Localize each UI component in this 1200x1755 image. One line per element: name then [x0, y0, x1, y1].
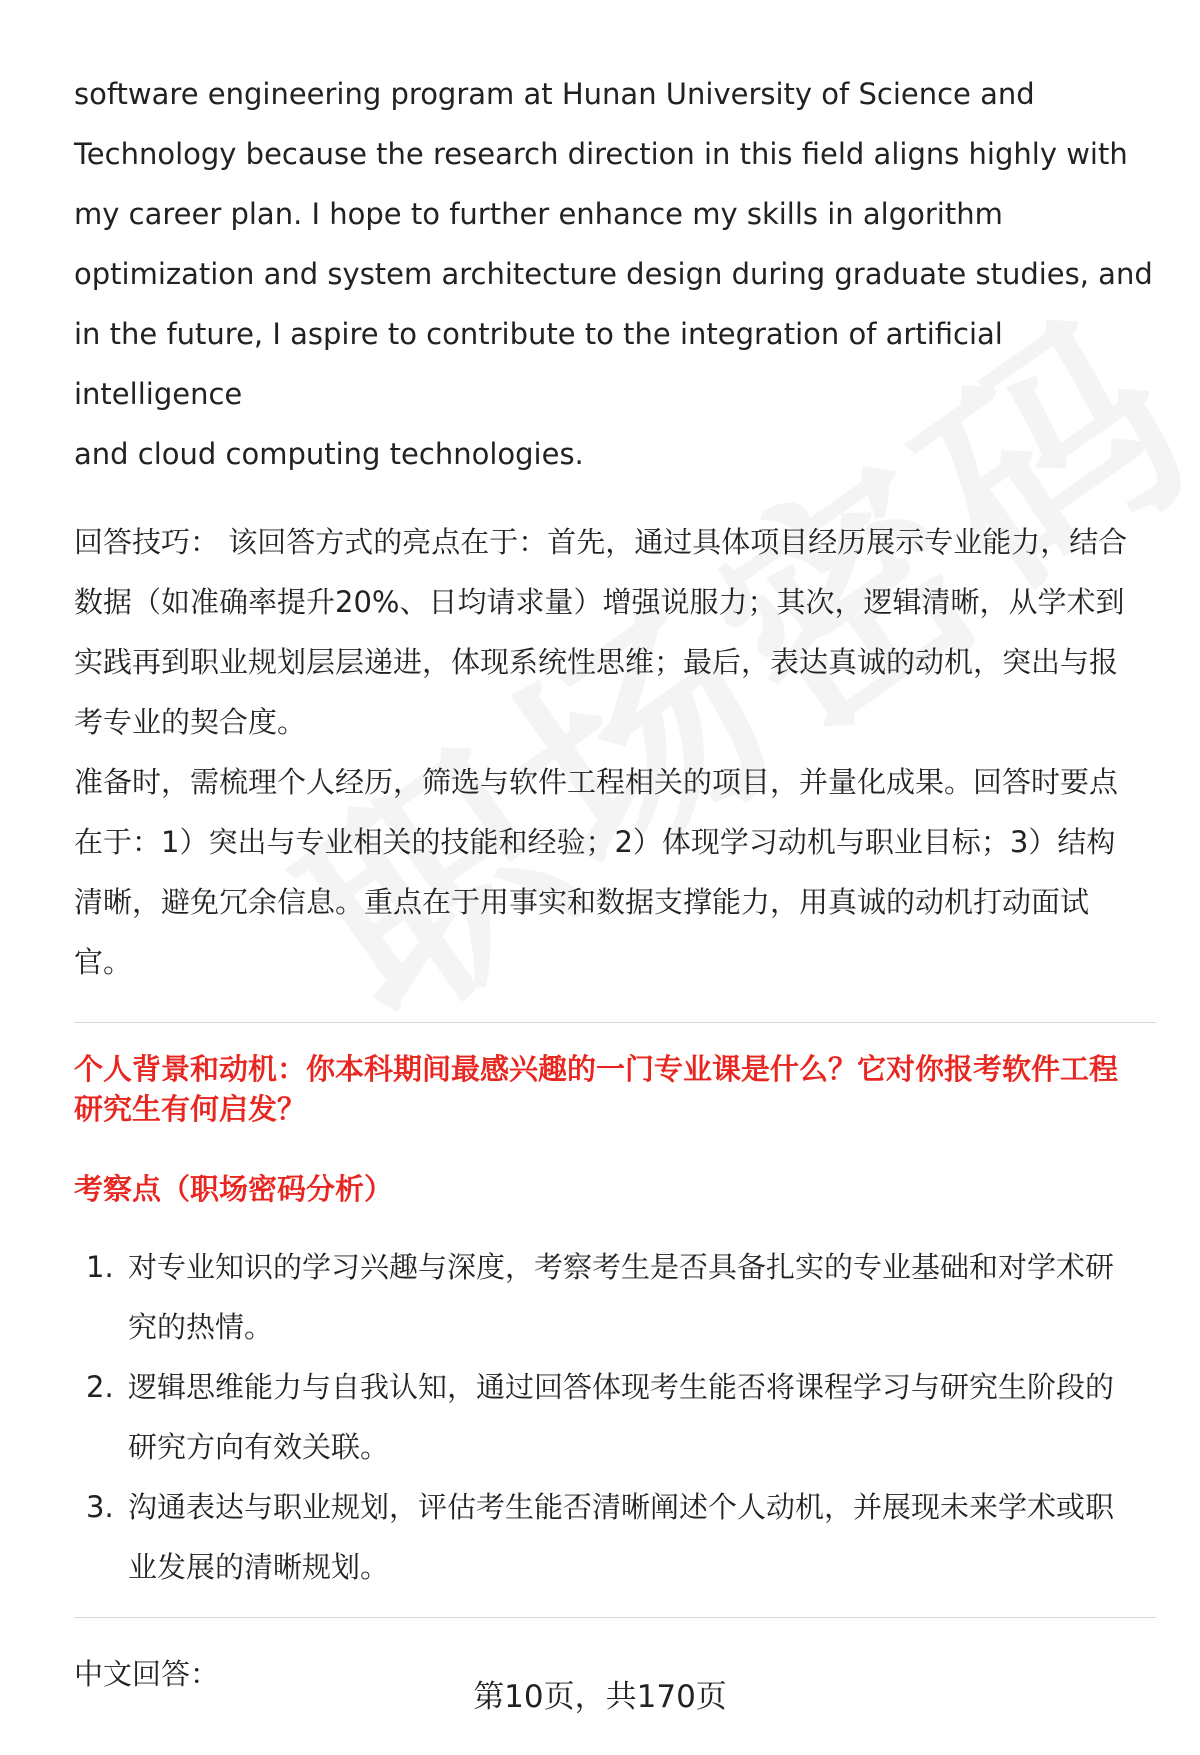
intro-line: software engineering program at Hunan University of Science and: [74, 77, 1035, 111]
tips-line: 在于：1）突出与专业相关的技能和经验；2）体现学习动机与职业目标；3）结构: [74, 825, 1116, 859]
intro-line: and cloud computing technologies.: [74, 437, 584, 471]
list-item-line: 沟通表达与职业规划，评估考生能否清晰阐述个人动机，并展现未来学术或职: [128, 1490, 1115, 1524]
tips-line: 考专业的契合度。: [74, 705, 307, 739]
tips-line: 回答技巧： 该回答方式的亮点在于：首先，通过具体项目经历展示专业能力，结合: [74, 525, 1128, 559]
page-number: 第10页，共170页: [473, 1679, 727, 1715]
list-item-line: 对专业知识的学习兴趣与深度，考察考生是否具备扎实的专业基础和对学术研: [128, 1250, 1115, 1284]
answer-label: 中文回答：: [74, 1657, 220, 1691]
intro-line: optimization and system architecture design during graduate studies, and: [74, 257, 1153, 291]
tips-line: 清晰，避免冗余信息。重点在于用事实和数据支撑能力，用真诚的动机打动面试: [74, 885, 1090, 919]
list-item-line: 究的热情。: [128, 1310, 274, 1344]
list-item-line: 逻辑思维能力与自我认知，通过回答体现考生能否将课程学习与研究生阶段的: [128, 1370, 1115, 1404]
list-item-line: 研究方向有效关联。: [128, 1430, 390, 1464]
list-item-line: 业发展的清晰规划。: [128, 1550, 390, 1584]
intro-paragraph: [74, 64, 1156, 484]
list-item: [74, 1357, 1156, 1477]
section-divider: [74, 1617, 1156, 1618]
question-line: 研究生有何启发？: [74, 1092, 307, 1126]
tips-line: 实践再到职业规划层层递进，体现系统性思维；最后，表达真诚的动机，突出与报: [74, 645, 1119, 679]
intro-line: Technology because the research direction in this field aligns highly with: [74, 137, 1128, 171]
question-heading: [74, 1049, 1156, 1129]
question-line: 个人背景和动机：你本科期间最感兴趣的一门专业课是什么？它对你报考软件工程: [74, 1052, 1119, 1086]
tips-line: 官。: [74, 945, 133, 979]
analysis-list: [74, 1237, 1156, 1597]
list-item-number: 3.: [86, 1490, 114, 1524]
document-page: [74, 64, 1156, 1704]
intro-line: my career plan. I hope to further enhance my skills in algorithm: [74, 197, 1003, 231]
analysis-title: 考察点（职场密码分析）: [74, 1172, 394, 1206]
list-item: [74, 1237, 1156, 1357]
tips-line: 准备时，需梳理个人经历，筛选与软件工程相关的项目，并量化成果。回答时要点: [74, 765, 1119, 799]
tips-line: 数据（如准确率提升20%、日均请求量）增强说服力；其次，逻辑清晰，从学术到: [74, 585, 1125, 619]
list-item: [74, 1477, 1156, 1597]
section-divider: [74, 1022, 1156, 1023]
answer-tips: [74, 512, 1156, 992]
list-item-number: 2.: [86, 1370, 114, 1404]
intro-line: in the future, I aspire to contribute to the integration of artificial intelligence: [74, 317, 1003, 411]
list-item-number: 1.: [86, 1250, 114, 1284]
